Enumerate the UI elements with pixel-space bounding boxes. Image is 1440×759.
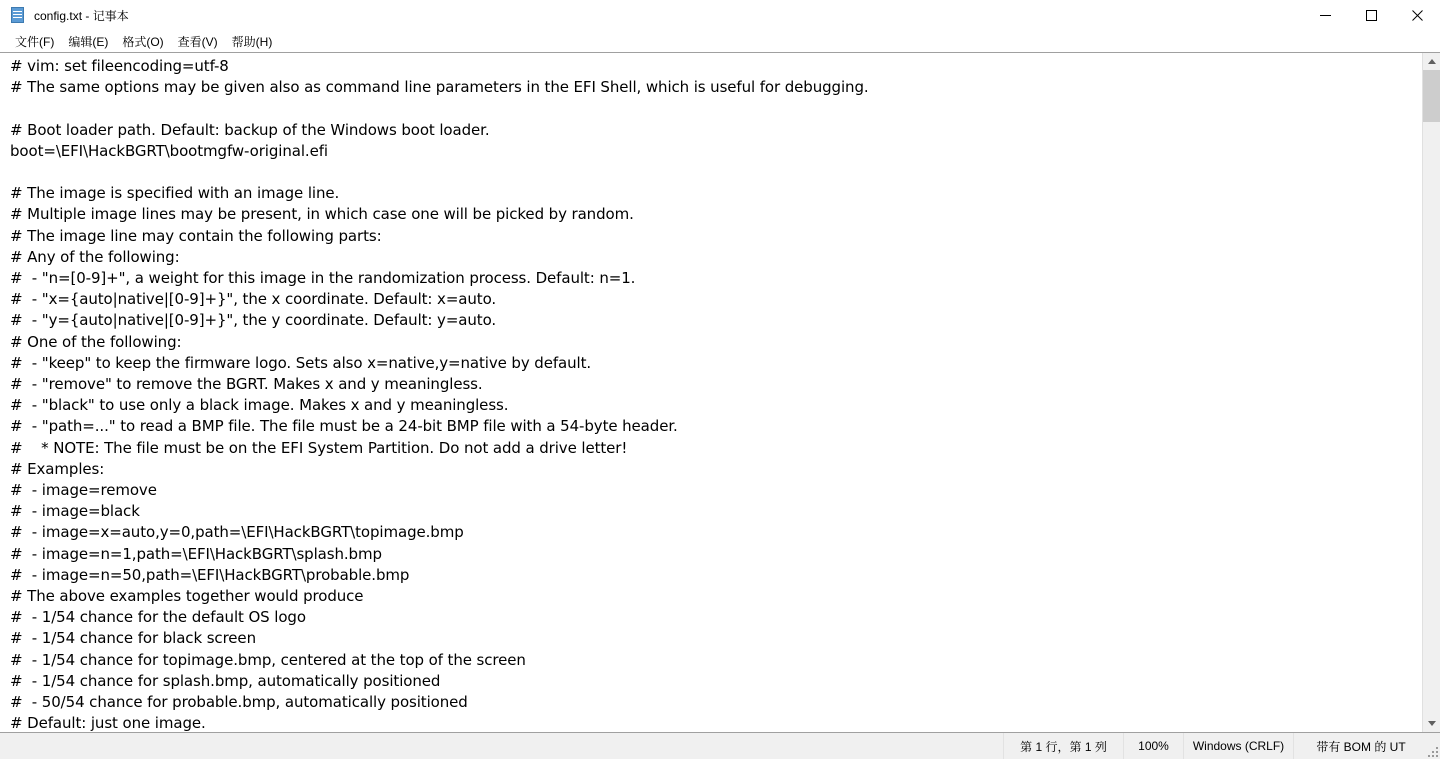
scroll-down-arrow[interactable] — [1423, 715, 1440, 732]
title-bar — [0, 0, 1440, 31]
maximize-button[interactable] — [1348, 0, 1394, 30]
text-line: # Default: just one image. — [10, 714, 206, 732]
scroll-up-arrow[interactable] — [1423, 53, 1440, 70]
vertical-scrollbar[interactable] — [1422, 53, 1440, 732]
text-line: # Examples: — [10, 459, 105, 478]
text-line: # - "y={auto|native|[0-9]+}", the y coordinate. Default: y=auto. — [10, 311, 497, 330]
text-line: # - image=n=1,path=\EFI\HackBGRT\splash.bmp — [10, 544, 382, 563]
text-line: # - 1/54 chance for topimage.bmp, centered at the top of the screen — [10, 650, 526, 669]
text-line: # - image=n=50,path=\EFI\HackBGRT\probable.bmp — [10, 565, 410, 584]
menu-file[interactable]: 文件(F) — [15, 34, 55, 49]
text-line — [10, 98, 1422, 119]
text-line: # - "remove" to remove the BGRT. Makes x and y meaningless. — [10, 375, 483, 394]
resize-grip[interactable] — [1428, 733, 1440, 759]
text-line: # One of the following: — [10, 332, 182, 351]
text-editor[interactable] — [0, 53, 1422, 732]
zoom-level-status[interactable]: 100% — [1123, 733, 1183, 759]
text-line: # vim: set fileencoding=utf-8 — [10, 57, 229, 75]
status-bar — [0, 733, 1440, 759]
text-line: # - image=remove — [10, 481, 157, 500]
line-ending-status[interactable]: Windows (CRLF) — [1183, 733, 1293, 759]
menu-edit[interactable]: 编辑(E) — [68, 34, 109, 49]
text-line: # Multiple image lines may be present, in which case one will be picked by random. — [10, 205, 634, 224]
notepad-icon — [10, 7, 26, 23]
cursor-position-status: 第 1 行，第 1 列 — [1003, 733, 1123, 759]
text-line: # - image=x=auto,y=0,path=\EFI\HackBGRT\topimage.bmp — [10, 523, 464, 542]
text-line: # - "black" to use only a black image. Makes x and y meaningless. — [10, 396, 509, 415]
scrollbar-track[interactable] — [1423, 70, 1440, 715]
text-line: # - "x={auto|native|[0-9]+}", the x coordinate. Default: x=auto. — [10, 290, 497, 309]
text-line: # - "n=[0-9]+", a weight for this image in the randomization process. Default: n=1. — [10, 269, 636, 288]
menu-view[interactable]: 查看(V) — [177, 34, 218, 49]
text-line: # - 50/54 chance for probable.bmp, automatically positioned — [10, 693, 468, 712]
text-line: # The same options may be given also as command line parameters in the EFI Shell, which is useful for debugging. — [10, 78, 869, 97]
menu-help[interactable]: 帮助(H) — [231, 34, 273, 49]
window-controls — [1302, 0, 1440, 30]
close-button[interactable] — [1394, 0, 1440, 30]
text-line: # * NOTE: The file must be on the EFI System Partition. Do not add a drive letter! — [10, 438, 628, 457]
window-title: config.txt - 记事本 — [34, 8, 129, 23]
title-bar-left — [0, 7, 1302, 24]
encoding-status[interactable]: 带有 BOM 的 UT — [1293, 733, 1428, 759]
text-line: # Boot loader path. Default: backup of the Windows boot loader. — [10, 120, 490, 139]
text-line — [10, 162, 1422, 183]
text-line: # - "keep" to keep the firmware logo. Sets also x=native,y=native by default. — [10, 353, 592, 372]
text-line: # The image is specified with an image line. — [10, 184, 340, 203]
text-line: # - image=black — [10, 502, 140, 521]
menu-format[interactable]: 格式(O) — [122, 34, 164, 49]
text-line: # - "path=..." to read a BMP file. The file must be a 24-bit BMP file with a 54-byte header. — [10, 417, 678, 436]
text-line: # - 1/54 chance for the default OS logo — [10, 608, 306, 627]
scroll-thumb[interactable] — [1423, 70, 1440, 122]
text-line: # - 1/54 chance for black screen — [10, 629, 256, 648]
text-line: boot=\EFI\HackBGRT\bootmgfw-original.efi — [10, 141, 328, 160]
text-line: # - 1/54 chance for splash.bmp, automatically positioned — [10, 671, 441, 690]
menu-bar — [0, 31, 1440, 52]
editor-area — [0, 52, 1440, 733]
minimize-button[interactable] — [1302, 0, 1348, 30]
text-line: # The above examples together would produce — [10, 587, 364, 606]
text-line: # Any of the following: — [10, 247, 180, 266]
text-line: # The image line may contain the following parts: — [10, 226, 382, 245]
